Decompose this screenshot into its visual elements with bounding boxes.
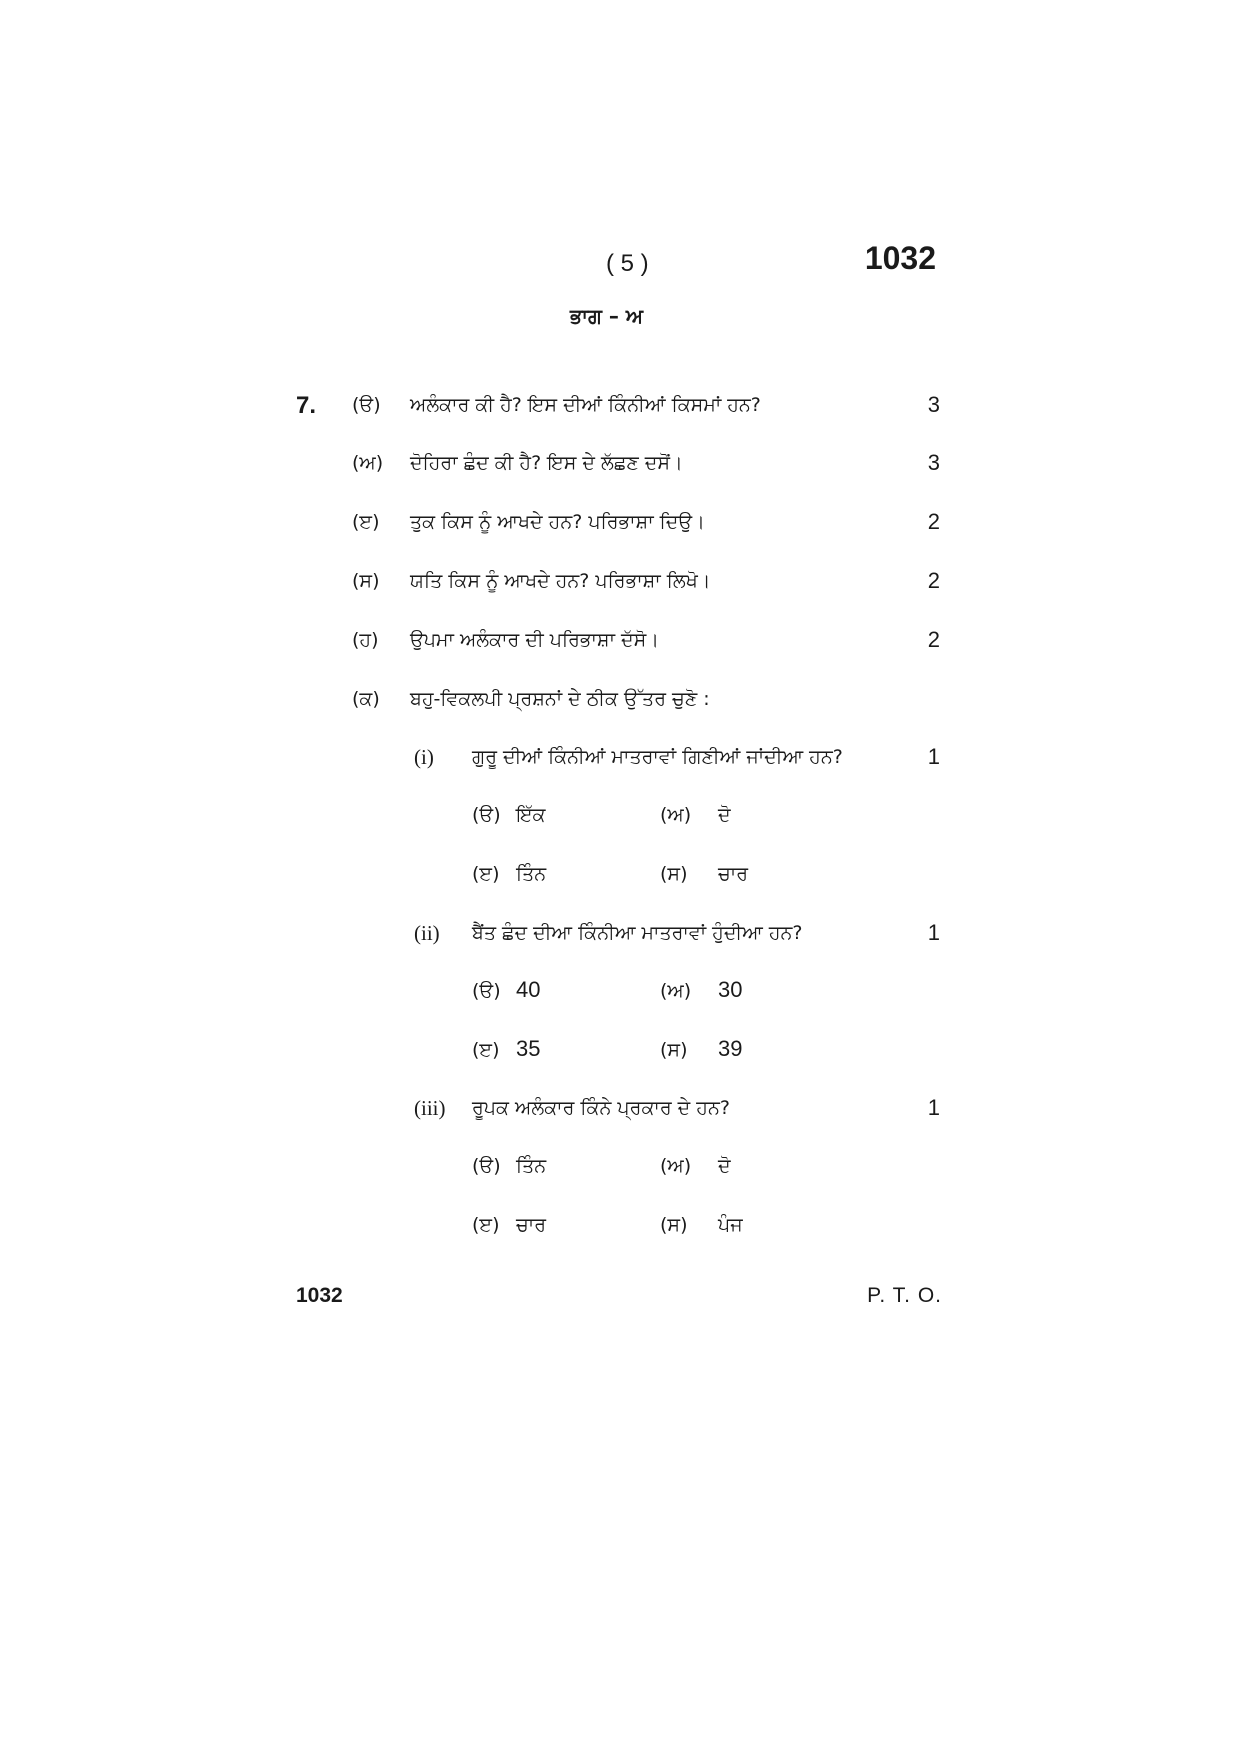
part-marks: 3 <box>927 450 940 475</box>
paper-code: 1032 <box>864 240 936 276</box>
option-text: ਚਾਰ <box>718 863 749 885</box>
mcq-text: ਬੈਂਤ ਛੰਦ ਦੀਆ ਕਿੰਨੀਆ ਮਾਤਰਾਵਾਂ ਹੁੰਦੀਆ ਹਨ? <box>472 922 803 944</box>
section-title: ਭਾਗ – ਅ <box>570 304 644 328</box>
part-label: (ੳ) <box>352 394 381 416</box>
part-text: ਬਹੁ-ਵਿਕਲਪੀ ਪ੍ਰਸ਼ਨਾਂ ਦੇ ਠੀਕ ਉੱਤਰ ਚੁਣੋ : <box>410 688 710 710</box>
option-label: (ੳ) <box>472 980 501 1002</box>
mcq-label: (iii) <box>414 1096 446 1120</box>
option-label: (ੳ) <box>472 1155 501 1177</box>
part-text: ਉਪਮਾ ਅਲੰਕਾਰ ਦੀ ਪਰਿਭਾਸ਼ਾ ਦੱਸੋ। <box>410 629 660 651</box>
option-label: (ੲ) <box>472 1039 500 1061</box>
pto-label: P. T. O. <box>867 1284 942 1307</box>
part-label: (ਕ) <box>352 688 380 710</box>
part-marks: 2 <box>927 568 940 593</box>
option-text: ਤਿੰਨ <box>516 1155 547 1177</box>
question-number: 7. <box>296 392 317 419</box>
option-text: ਦੋ <box>718 804 731 826</box>
part-text: ਤੁਕ ਕਿਸ ਨੂੰ ਆਖਦੇ ਹਨ? ਪਰਿਭਾਸ਼ਾ ਦਿਉ। <box>410 511 705 533</box>
option-text: ਦੋ <box>718 1155 731 1177</box>
part-text: ਯਤਿ ਕਿਸ ਨੂੰ ਆਖਦੇ ਹਨ? ਪਰਿਭਾਸ਼ਾ ਲਿਖੋ। <box>410 570 711 592</box>
mcq-marks: 1 <box>927 1095 940 1120</box>
option-text: ਇੱਕ <box>516 804 546 826</box>
part-label: (ਸ) <box>352 570 380 592</box>
part-marks: 2 <box>927 509 940 534</box>
option-label: (ਅ) <box>660 804 692 826</box>
option-label: (ਸ) <box>660 1039 688 1061</box>
mcq-marks: 1 <box>927 744 940 769</box>
option-label: (ਅ) <box>660 1155 692 1177</box>
option-label: (ੳ) <box>472 804 501 826</box>
part-marks: 3 <box>927 392 940 417</box>
mcq-text: ਗੁਰੂ ਦੀਆਂ ਕਿੰਨੀਆਂ ਮਾਤਰਾਵਾਂ ਗਿਣੀਆਂ ਜਾਂਦੀਆ ਹਨ? <box>472 746 843 768</box>
part-label: (ਅ) <box>352 452 384 474</box>
option-text: ਪੰਜ <box>718 1214 743 1236</box>
mcq-text: ਰੂਪਕ ਅਲੰਕਾਰ ਕਿੰਨੇ ਪ੍ਰਕਾਰ ਦੇ ਹਨ? <box>472 1097 730 1119</box>
option-text: 40 <box>516 977 541 1002</box>
part-text: ਦੋਹਿਰਾ ਛੰਦ ਕੀ ਹੈ? ਇਸ ਦੇ ਲੱਛਣ ਦਸੋਂ। <box>410 452 683 474</box>
mcq-label: (i) <box>414 745 434 769</box>
part-text: ਅਲੰਕਾਰ ਕੀ ਹੈ? ਇਸ ਦੀਆਂ ਕਿੰਨੀਆਂ ਕਿਸਮਾਂ ਹਨ? <box>410 394 761 416</box>
footer-paper-code: 1032 <box>296 1284 343 1307</box>
option-text: 30 <box>718 977 743 1002</box>
option-label: (ੲ) <box>472 1214 500 1236</box>
mcq-label: (ii) <box>414 921 440 945</box>
option-label: (ੲ) <box>472 863 500 885</box>
option-label: (ਸ) <box>660 863 688 885</box>
option-text: 35 <box>516 1036 541 1061</box>
mcq-marks: 1 <box>927 920 940 945</box>
option-label: (ਅ) <box>660 980 692 1002</box>
option-text: ਤਿੰਨ <box>516 863 547 885</box>
option-text: 39 <box>718 1036 743 1061</box>
part-label: (ੲ) <box>352 511 380 533</box>
option-text: ਚਾਰ <box>516 1214 547 1236</box>
part-marks: 2 <box>927 627 940 652</box>
option-label: (ਸ) <box>660 1214 688 1236</box>
part-label: (ਹ) <box>352 629 379 651</box>
page-number: ( 5 ) <box>606 250 649 277</box>
